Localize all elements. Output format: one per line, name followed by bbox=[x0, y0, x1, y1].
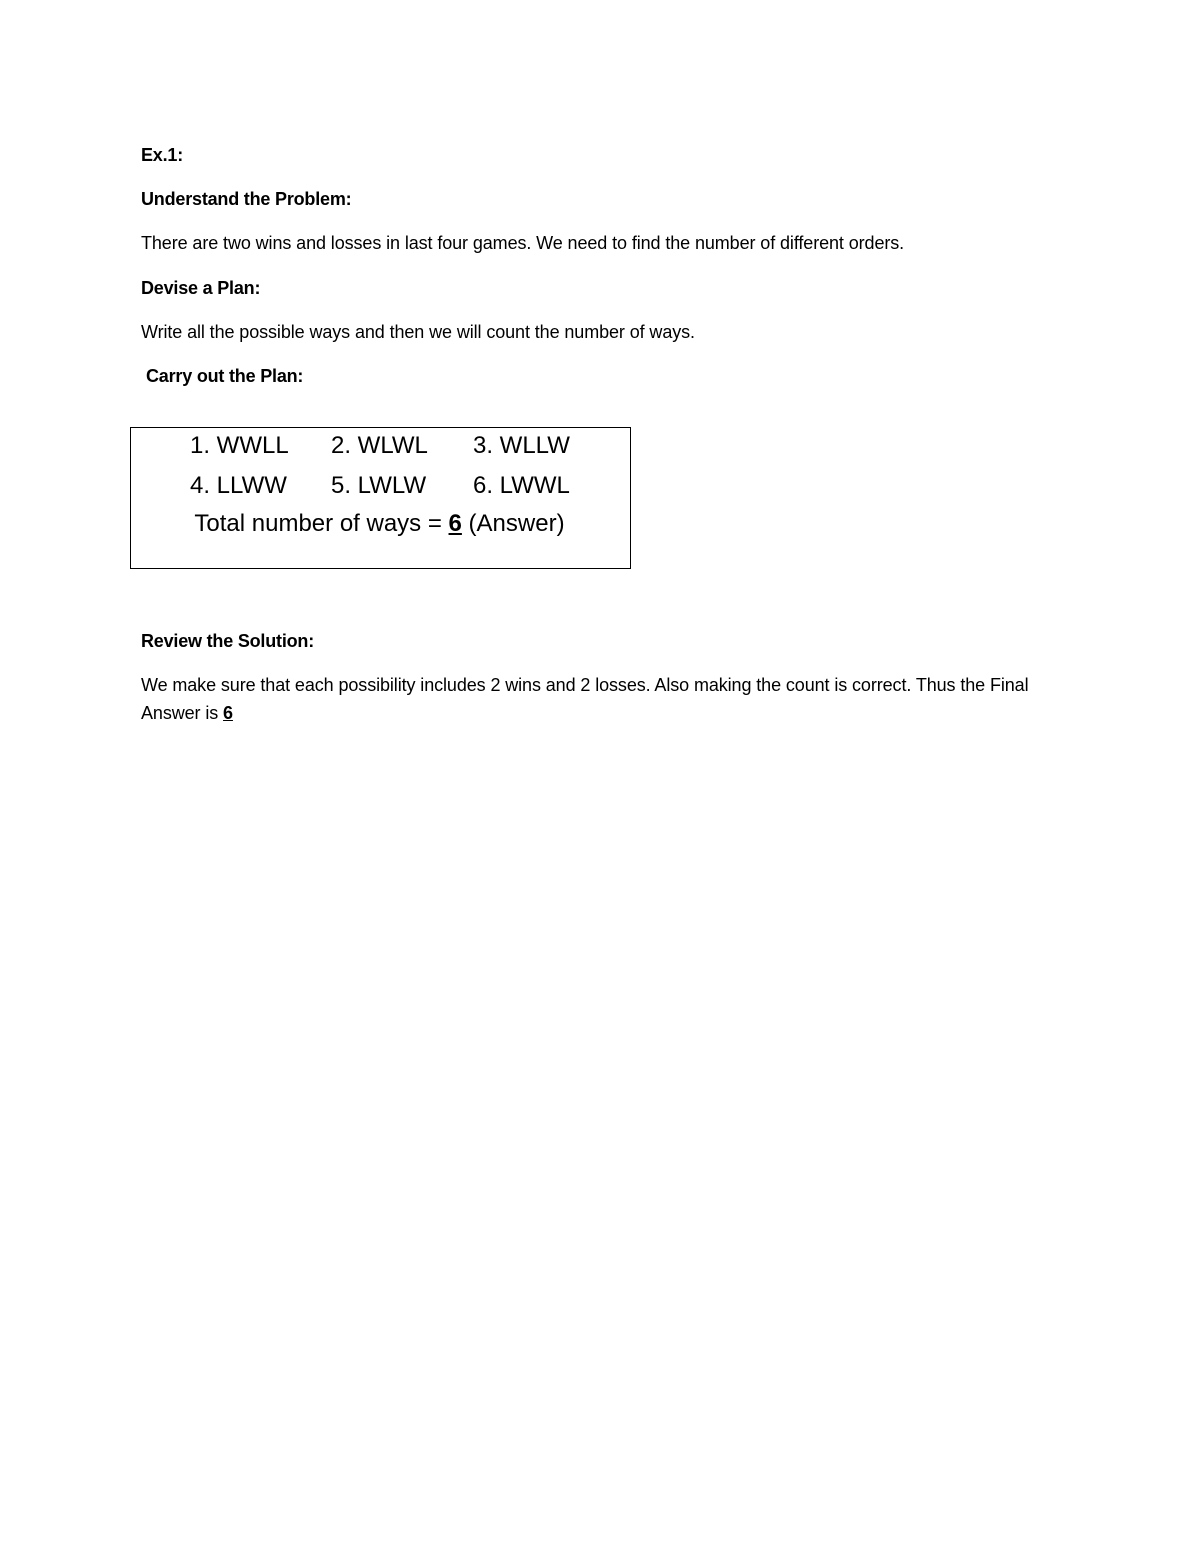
understand-heading: Understand the Problem: bbox=[141, 189, 352, 209]
total-prefix: Total number of ways = bbox=[194, 510, 449, 537]
way-item: 2. WLWL bbox=[331, 432, 428, 459]
way-item: 1. WWLL bbox=[190, 432, 289, 459]
way-item: 3. WLLW bbox=[473, 432, 570, 459]
devise-text: Write all the possible ways and then we will count the number of ways. bbox=[141, 322, 695, 342]
way-item: 6. LWWL bbox=[473, 472, 570, 499]
review-paragraph bbox=[141, 671, 1046, 727]
total-suffix: (Answer) bbox=[461, 510, 565, 537]
carry-out-heading: Carry out the Plan: bbox=[146, 366, 304, 386]
exercise-label: Ex.1: bbox=[141, 145, 184, 165]
way-item: 4. LLWW bbox=[190, 472, 287, 499]
review-heading: Review the Solution: bbox=[141, 631, 315, 651]
ways-box bbox=[130, 427, 631, 569]
final-answer-value: 6 bbox=[223, 703, 233, 723]
way-item: 5. LWLW bbox=[331, 472, 427, 499]
understand-text: There are two wins and losses in last four games. We need to find the number of different orders. bbox=[141, 233, 905, 253]
review-text: We make sure that each possibility includes 2 wins and 2 losses. Also making the count is correct. Thus the Final Answer is bbox=[141, 675, 1029, 723]
total-ways-line bbox=[131, 509, 630, 539]
devise-heading: Devise a Plan: bbox=[141, 278, 261, 298]
total-value: 6 bbox=[448, 510, 462, 537]
